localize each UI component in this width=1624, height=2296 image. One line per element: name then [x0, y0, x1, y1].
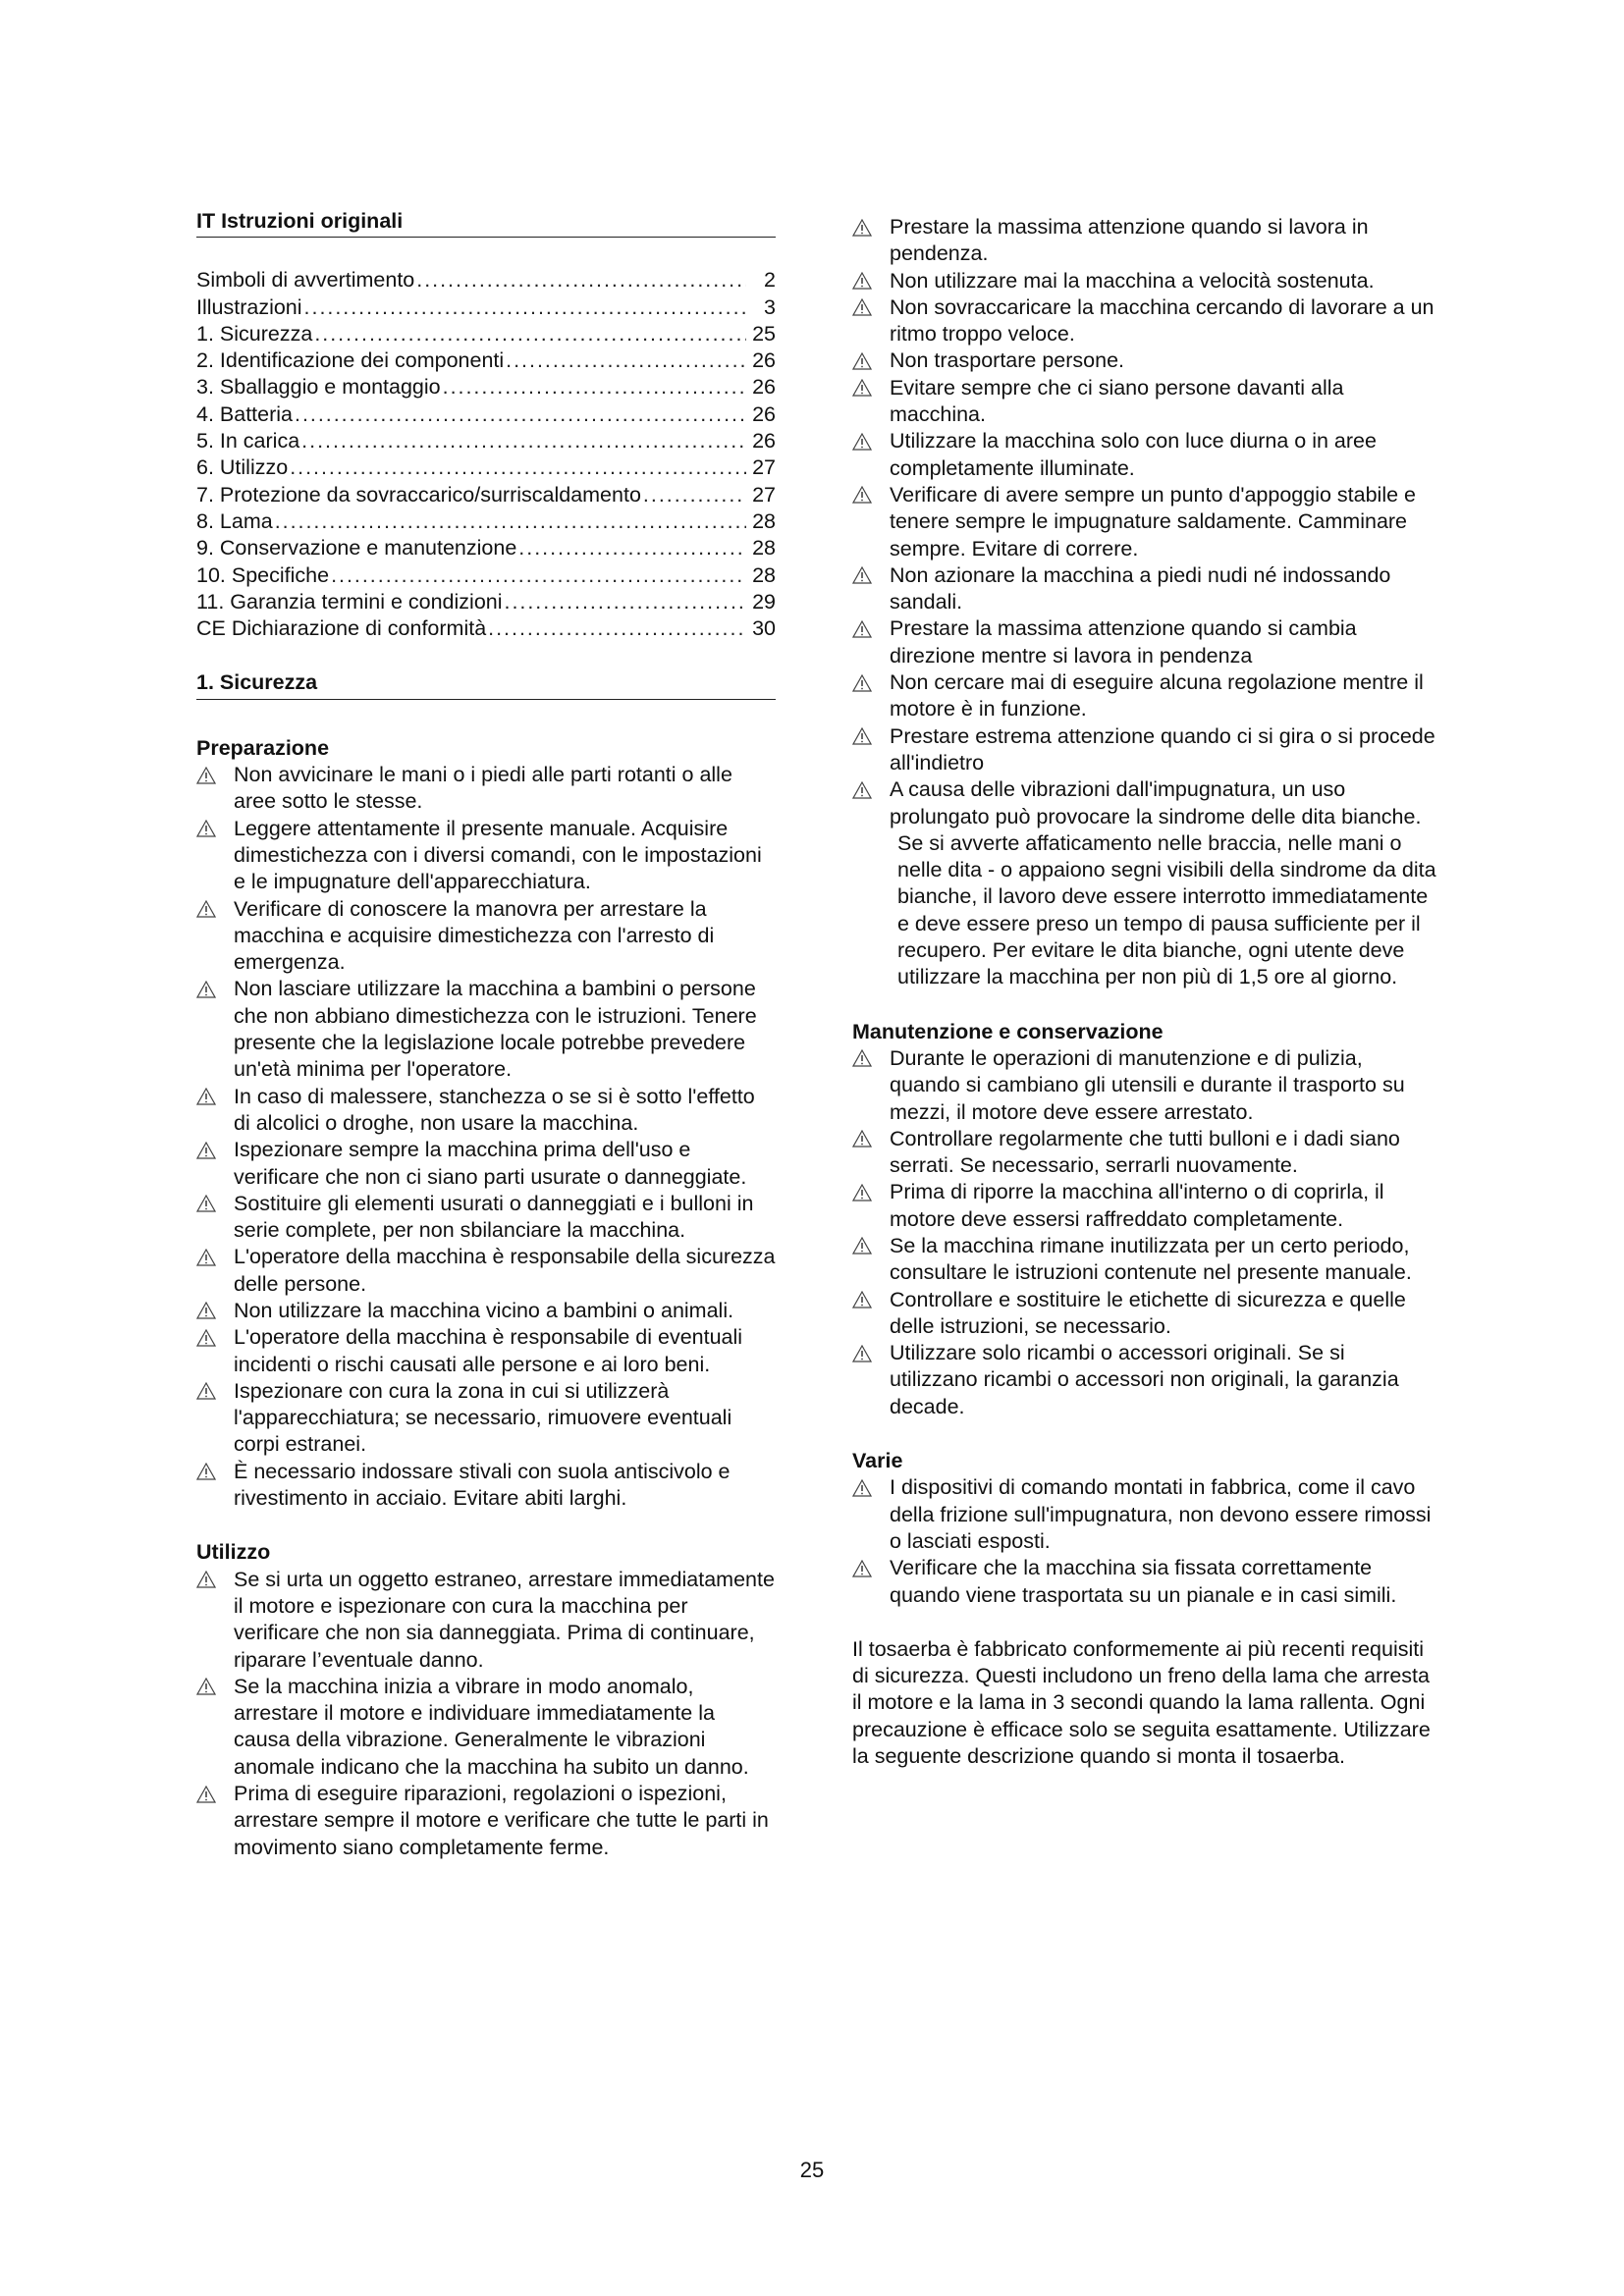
warning-item	[196, 1244, 776, 1298]
toc-entry-page: 27	[752, 482, 776, 507]
warning-triangle-icon	[852, 214, 890, 240]
page-number: 25	[799, 2158, 825, 2182]
warning-text: Utilizzare la macchina solo con luce diurna o in aree completamente illuminate.	[890, 429, 1377, 480]
toc-entry	[196, 508, 776, 535]
warning-item	[852, 1233, 1436, 1287]
right-column	[852, 214, 1436, 1770]
toc-entry-title: 4. Batteria	[196, 401, 293, 426]
warning-triangle-icon	[852, 562, 890, 588]
warning-item	[852, 347, 1436, 374]
warning-triangle-icon	[852, 1287, 890, 1312]
warning-triangle-icon	[196, 1084, 234, 1109]
warning-triangle-icon	[196, 1674, 234, 1699]
toc-entry-page: 28	[752, 562, 776, 587]
warning-triangle-icon	[852, 776, 890, 802]
warning-list-manutenzione	[852, 1045, 1436, 1420]
subsection-title-varie: Varie	[852, 1449, 903, 1473]
toc-entry-page: 3	[764, 294, 776, 319]
toc-entry-page: 26	[752, 401, 776, 426]
warning-text: In caso di malessere, stanchezza o se si è sotto l'effetto di alcolici o droghe, non usare la macchina.	[234, 1084, 755, 1135]
warning-item	[196, 1781, 776, 1861]
warning-triangle-icon	[852, 723, 890, 749]
toc-leader-dots	[290, 454, 746, 481]
warning-triangle-icon	[852, 1045, 890, 1071]
warning-text: Non trasportare persone.	[890, 348, 1125, 373]
toc-entry-title: 9. Conservazione e manutenzione	[196, 536, 517, 561]
warning-text: Non azionare la macchina a piedi nudi né indossando sandali.	[890, 562, 1391, 614]
warning-triangle-icon	[852, 669, 890, 695]
toc-leader-dots	[331, 562, 746, 589]
document-title: IT Istruzioni originali	[196, 208, 776, 238]
warning-item	[852, 776, 1436, 830]
warning-item	[196, 1298, 776, 1324]
warning-text: Non lasciare utilizzare la macchina a bambini o persone che non abbiano dimestichezza con le istruzioni. Tenere presente che la legislazione locale potrebbe prevedere un'età minima per l'operatore.	[234, 977, 757, 1082]
warning-triangle-icon	[196, 762, 234, 787]
warning-text: Prima di riporre la macchina all'interno o di coprirla, il motore deve essersi raffreddato completamente.	[890, 1180, 1384, 1231]
warning-triangle-icon	[196, 816, 234, 841]
warning-text: Prestare la massima attenzione quando si cambia direzione mentre si lavora in pendenza	[890, 616, 1357, 667]
warning-text: Controllare e sostituire le etichette di sicurezza e quelle delle istruzioni, se necessario.	[890, 1287, 1406, 1338]
warning-text: Verificare di conoscere la manovra per arrestare la macchina e acquisire dimestichezza con l'arresto di emergenza.	[234, 896, 715, 975]
warning-text: Ispezionare con cura la zona in cui si utilizzerà l'apparecchiatura; se necessario, rimuovere eventuali corpi estranei.	[234, 1378, 732, 1457]
warning-triangle-icon	[852, 1233, 890, 1258]
warning-text: Se la macchina rimane inutilizzata per un certo periodo, consultare le istruzioni contenute nel presente manuale.	[890, 1233, 1412, 1285]
subsection-title-utilizzo: Utilizzo	[196, 1540, 271, 1565]
toc-entry-page: 29	[752, 589, 776, 614]
warning-item	[196, 1459, 776, 1513]
warning-item	[852, 482, 1436, 562]
warning-text: Controllare regolarmente che tutti bulloni e i dadi siano serrati. Se necessario, serrarli nuovamente.	[890, 1126, 1400, 1178]
warning-list-utilizzo	[196, 1567, 776, 1861]
toc-entry	[196, 321, 776, 347]
warning-text: Verificare di avere sempre un punto d'appoggio stabile e tenere sempre le impugnature saldamente. Camminare sempre. Evitare di correre.	[890, 482, 1416, 561]
warning-item	[852, 294, 1436, 348]
warning-text: A causa delle vibrazioni dall'impugnatura, un uso prolungato può provocare la sindrome delle dita bianche.	[890, 777, 1422, 828]
warning-text: Prima di eseguire riparazioni, regolazioni o ispezioni, arrestare sempre il motore e verificare che tutte le parti in movimento siano completamente ferme.	[234, 1782, 769, 1859]
warning-item	[852, 1555, 1436, 1609]
toc-leader-dots	[443, 374, 746, 400]
warning-item	[852, 1045, 1436, 1126]
warning-triangle-icon	[852, 375, 890, 400]
warning-item	[852, 1287, 1436, 1341]
warning-item	[852, 1474, 1436, 1555]
warning-item	[196, 896, 776, 977]
toc-entry-page: 2	[764, 268, 776, 293]
warning-triangle-icon	[196, 1244, 234, 1269]
toc-entry-page: 28	[752, 508, 776, 533]
warning-triangle-icon	[852, 615, 890, 641]
warning-item	[852, 1126, 1436, 1180]
toc-entry	[196, 428, 776, 454]
toc-entry-page: 26	[752, 429, 776, 454]
toc-entry	[196, 589, 776, 615]
warning-item	[196, 762, 776, 816]
warning-item	[196, 1674, 776, 1781]
toc-entry-page: 26	[752, 348, 776, 373]
toc-leader-dots	[314, 321, 746, 347]
toc-entry	[196, 267, 776, 294]
warning-item	[196, 1137, 776, 1191]
toc-leader-dots	[301, 428, 746, 454]
warning-triangle-icon	[196, 1781, 234, 1806]
warning-item	[852, 428, 1436, 482]
warning-text: Leggere attentamente il presente manuale. Acquisire dimestichezza con i diversi comandi, con le impostazioni e le impugnature dell'apparecchiatura.	[234, 816, 762, 894]
warning-item	[196, 1084, 776, 1138]
toc-entry-title: 7. Protezione da sovraccarico/surriscaldamento	[196, 482, 641, 507]
vibration-note: Se si avverte affaticamento nelle braccia, nelle mani o nelle dita - o appaiono segni visibili della sindrome da dita bianche, il lavoro deve essere interrotto immediatamente e deve essere preso un tempo di pausa sufficiente per il recupero. Per evitare le dita bianche, ogni utente deve utilizzare la macchina per non più di 1,5 ore al giorno.	[897, 830, 1436, 989]
warning-item	[852, 268, 1436, 294]
warning-triangle-icon	[196, 1378, 234, 1404]
warning-triangle-icon	[852, 1340, 890, 1365]
toc-entry-title: 5. In carica	[196, 429, 300, 454]
warning-triangle-icon	[196, 1191, 234, 1216]
warning-text: Durante le operazioni di manutenzione e di pulizia, quando si cambiano gli utensili e durante il trasporto su mezzi, il motore deve essere arrestato.	[890, 1045, 1405, 1124]
warning-item	[852, 669, 1436, 723]
warning-text: Prestare la massima attenzione quando si lavora in pendenza.	[890, 215, 1369, 266]
toc-entry	[196, 294, 776, 321]
warning-text: I dispositivi di comando montati in fabbrica, come il cavo della frizione sull'impugnatura, non devono essere rimossi o lasciati esposti.	[890, 1475, 1432, 1553]
toc-entry	[196, 454, 776, 481]
warning-triangle-icon	[852, 1126, 890, 1151]
warning-triangle-icon	[196, 1567, 234, 1592]
warning-text: Sostituire gli elementi usurati o danneggiati e i bulloni in serie complete, per non sbilanciare la macchina.	[234, 1191, 754, 1243]
warning-triangle-icon	[196, 896, 234, 922]
toc-leader-dots	[643, 482, 746, 508]
warning-text: Non utilizzare la macchina vicino a bambini o animali.	[234, 1298, 734, 1322]
warning-triangle-icon	[196, 1324, 234, 1350]
toc-entry-title: 2. Identificazione dei componenti	[196, 348, 505, 373]
warning-triangle-icon	[852, 482, 890, 507]
warning-item	[852, 214, 1436, 268]
toc-entry-title: Illustrazioni	[196, 294, 302, 319]
warning-text: L'operatore della macchina è responsabile di eventuali incidenti o rischi causati alle persone e ai loro beni.	[234, 1325, 743, 1376]
warning-triangle-icon	[852, 294, 890, 320]
warning-item	[196, 1324, 776, 1378]
warning-triangle-icon	[852, 1474, 890, 1500]
toc-entry-title: 3. Sballaggio e montaggio	[196, 375, 441, 400]
toc-leader-dots	[488, 615, 746, 642]
warning-text: Utilizzare solo ricambi o accessori originali. Se si utilizzano ricambi o accessori non originali, la garanzia decade.	[890, 1341, 1399, 1418]
warning-triangle-icon	[852, 1179, 890, 1204]
toc-entry	[196, 482, 776, 508]
warning-triangle-icon	[196, 976, 234, 1001]
warning-text: Non avvicinare le mani o i piedi alle parti rotanti o alle aree sotto le stesse.	[234, 763, 732, 814]
table-of-contents	[196, 267, 776, 642]
warning-item	[196, 1567, 776, 1674]
section-title-sicurezza: 1. Sicurezza	[196, 669, 776, 699]
warning-list-utilizzo-continued	[852, 214, 1436, 830]
subsection-title-manutenzione: Manutenzione e conservazione	[852, 1019, 1164, 1043]
toc-entry-title: CE Dichiarazione di conformità	[196, 616, 487, 641]
warning-item	[196, 1191, 776, 1245]
toc-entry-page: 26	[752, 375, 776, 400]
toc-entry	[196, 535, 776, 561]
warning-triangle-icon	[196, 1137, 234, 1162]
closing-paragraph: Il tosaerba è fabbricato conformemente ai più recenti requisiti di sicurezza. Questi includono un freno della lama che arresta il motore e la lama in 3 secondi quando la lama rallenta. Ogni precauzione è efficace solo se seguita esattamente. Utilizzare la seguente descrizione quando si monta il tosaerba.	[852, 1636, 1431, 1769]
warning-text: Non cercare mai di eseguire alcuna regolazione mentre il motore è in funzione.	[890, 670, 1424, 721]
toc-leader-dots	[275, 508, 746, 535]
toc-entry-title: 11. Garanzia termini e condizioni	[196, 589, 503, 614]
warning-text: Se la macchina inizia a vibrare in modo anomalo, arrestare il motore e individuare immediatamente la causa della vibrazione. Generalmente le vibrazioni anomale indicano che la macchina ha subito un danno.	[234, 1674, 749, 1779]
warning-text: Non sovraccaricare la macchina cercando di lavorare a un ritmo troppo veloce.	[890, 294, 1435, 347]
warning-triangle-icon	[852, 347, 890, 373]
warning-list-preparazione	[196, 762, 776, 1512]
left-column	[196, 208, 776, 1861]
warning-text: Prestare estrema attenzione quando ci si gira o si procede all'indietro	[890, 723, 1435, 774]
toc-entry	[196, 562, 776, 589]
warning-triangle-icon	[852, 428, 890, 454]
warning-triangle-icon	[196, 1298, 234, 1323]
toc-entry	[196, 401, 776, 428]
warning-item	[852, 562, 1436, 616]
warning-item	[852, 375, 1436, 429]
warning-text: Non utilizzare mai la macchina a velocità sostenuta.	[890, 268, 1375, 293]
toc-leader-dots	[304, 294, 746, 321]
toc-leader-dots	[506, 347, 746, 374]
warning-item	[196, 816, 776, 896]
warning-item	[196, 976, 776, 1083]
warning-list-varie	[852, 1474, 1436, 1608]
warning-triangle-icon	[852, 268, 890, 294]
toc-entry-title: 10. Specifiche	[196, 562, 330, 587]
toc-entry-title: 6. Utilizzo	[196, 455, 289, 480]
warning-triangle-icon	[852, 1555, 890, 1580]
warning-item	[852, 723, 1436, 777]
toc-entry-title: 8. Lama	[196, 508, 273, 533]
warning-triangle-icon	[196, 1459, 234, 1484]
toc-entry-page: 30	[752, 616, 776, 641]
toc-entry-page: 28	[752, 536, 776, 561]
warning-item	[852, 1179, 1436, 1233]
toc-entry	[196, 374, 776, 400]
warning-item	[852, 1340, 1436, 1420]
toc-entry-title: 1. Sicurezza	[196, 321, 313, 346]
warning-text: L'operatore della macchina è responsabile della sicurezza delle persone.	[234, 1245, 776, 1296]
toc-entry	[196, 347, 776, 374]
toc-leader-dots	[518, 535, 746, 561]
warning-item	[852, 615, 1436, 669]
toc-entry	[196, 615, 776, 642]
toc-entry-page: 27	[752, 455, 776, 480]
warning-text: Se si urta un oggetto estraneo, arrestare immediatamente il motore e ispezionare con cura la macchina per verificare che non sia danneggiata. Prima di continuare, riparare l’eventuale danno.	[234, 1567, 775, 1672]
warning-text: È necessario indossare stivali con suola antiscivolo e rivestimento in acciaio. Evitare abiti larghi.	[234, 1459, 731, 1511]
toc-leader-dots	[505, 589, 746, 615]
subsection-title-preparazione: Preparazione	[196, 735, 330, 760]
toc-entry-title: Simboli di avvertimento	[196, 268, 415, 293]
warning-text: Evitare sempre che ci siano persone davanti alla macchina.	[890, 375, 1344, 427]
warning-item	[196, 1378, 776, 1459]
toc-leader-dots	[416, 267, 746, 294]
toc-entry-page: 25	[752, 321, 776, 346]
warning-text: Ispezionare sempre la macchina prima dell'uso e verificare che non ci siano parti usurate o danneggiate.	[234, 1138, 747, 1189]
toc-leader-dots	[295, 401, 746, 428]
warning-text: Verificare che la macchina sia fissata correttamente quando viene trasportata su un pianale e in casi simili.	[890, 1556, 1397, 1607]
